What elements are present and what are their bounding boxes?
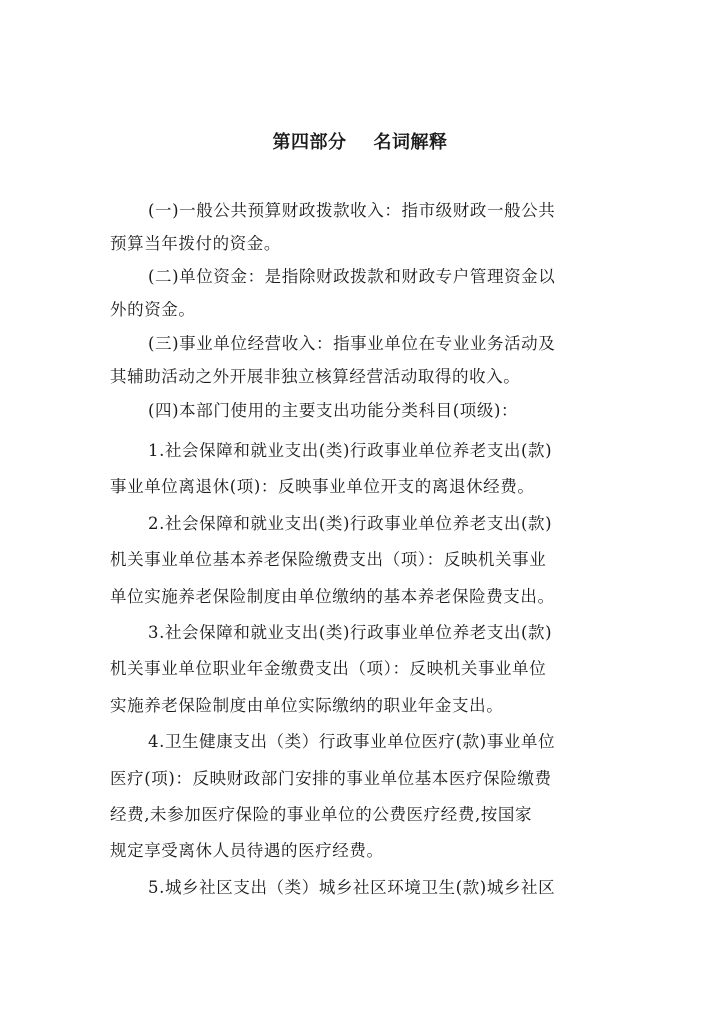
paragraph-line: 1.社会保障和就业支出(类)行政事业单位养老支出(款)	[148, 441, 553, 460]
paragraph-line: 5.城乡社区支出（类）城乡社区环境卫生(款)城乡社区	[148, 878, 556, 897]
paragraph-line: 单位实施养老保险制度由单位缴纳的基本养老保险费支出。	[110, 587, 555, 606]
paragraph-line: (四)本部门使用的主要支出功能分类科目(项级)：	[148, 401, 519, 420]
paragraph-line: 2.社会保障和就业支出(类)行政事业单位养老支出(款)	[148, 514, 553, 533]
paragraph-line: 规定享受离休人员待遇的医疗经费。	[110, 841, 384, 860]
page-title: 第四部分 名词解释	[272, 132, 448, 153]
paragraph-line: 4.卫生健康支出（类）行政事业单位医疗(款)事业单位	[148, 732, 556, 751]
paragraph-line: (二)单位资金：是指除财政拨款和财政专户管理资金以	[148, 267, 556, 286]
paragraph-line: 医疗(项)：反映财政部门安排的事业单位基本医疗保险缴费	[110, 769, 552, 788]
paragraph-line: (三)事业单位经营收入：指事业单位在专业业务活动及	[148, 334, 556, 353]
paragraph-line: 机关事业单位基本养老保险缴费支出（项）：反映机关事业	[110, 550, 547, 569]
paragraph-line: 经费,未参加医疗保险的事业单位的公费医疗经费,按国家	[110, 805, 533, 824]
paragraph-line: 3.社会保障和就业支出(类)行政事业单位养老支出(款)	[148, 623, 553, 642]
paragraph-line: 实施养老保险制度由单位实际缴纳的职业年金支出。	[110, 696, 504, 715]
paragraph-line: 其辅助活动之外开展非独立核算经营活动取得的收入。	[110, 367, 521, 386]
paragraph-line: (一)一般公共预算财政拨款收入：指市级财政一般公共	[148, 201, 556, 220]
paragraph-line: 事业单位离退休(项)：反映事业单位开支的离退休经费。	[110, 477, 535, 496]
paragraph-line: 外的资金。	[110, 300, 196, 319]
paragraph-line: 预算当年拨付的资金。	[110, 234, 281, 253]
paragraph-line: 机关事业单位职业年金缴费支出（项）：反映机关事业单位	[110, 659, 547, 678]
